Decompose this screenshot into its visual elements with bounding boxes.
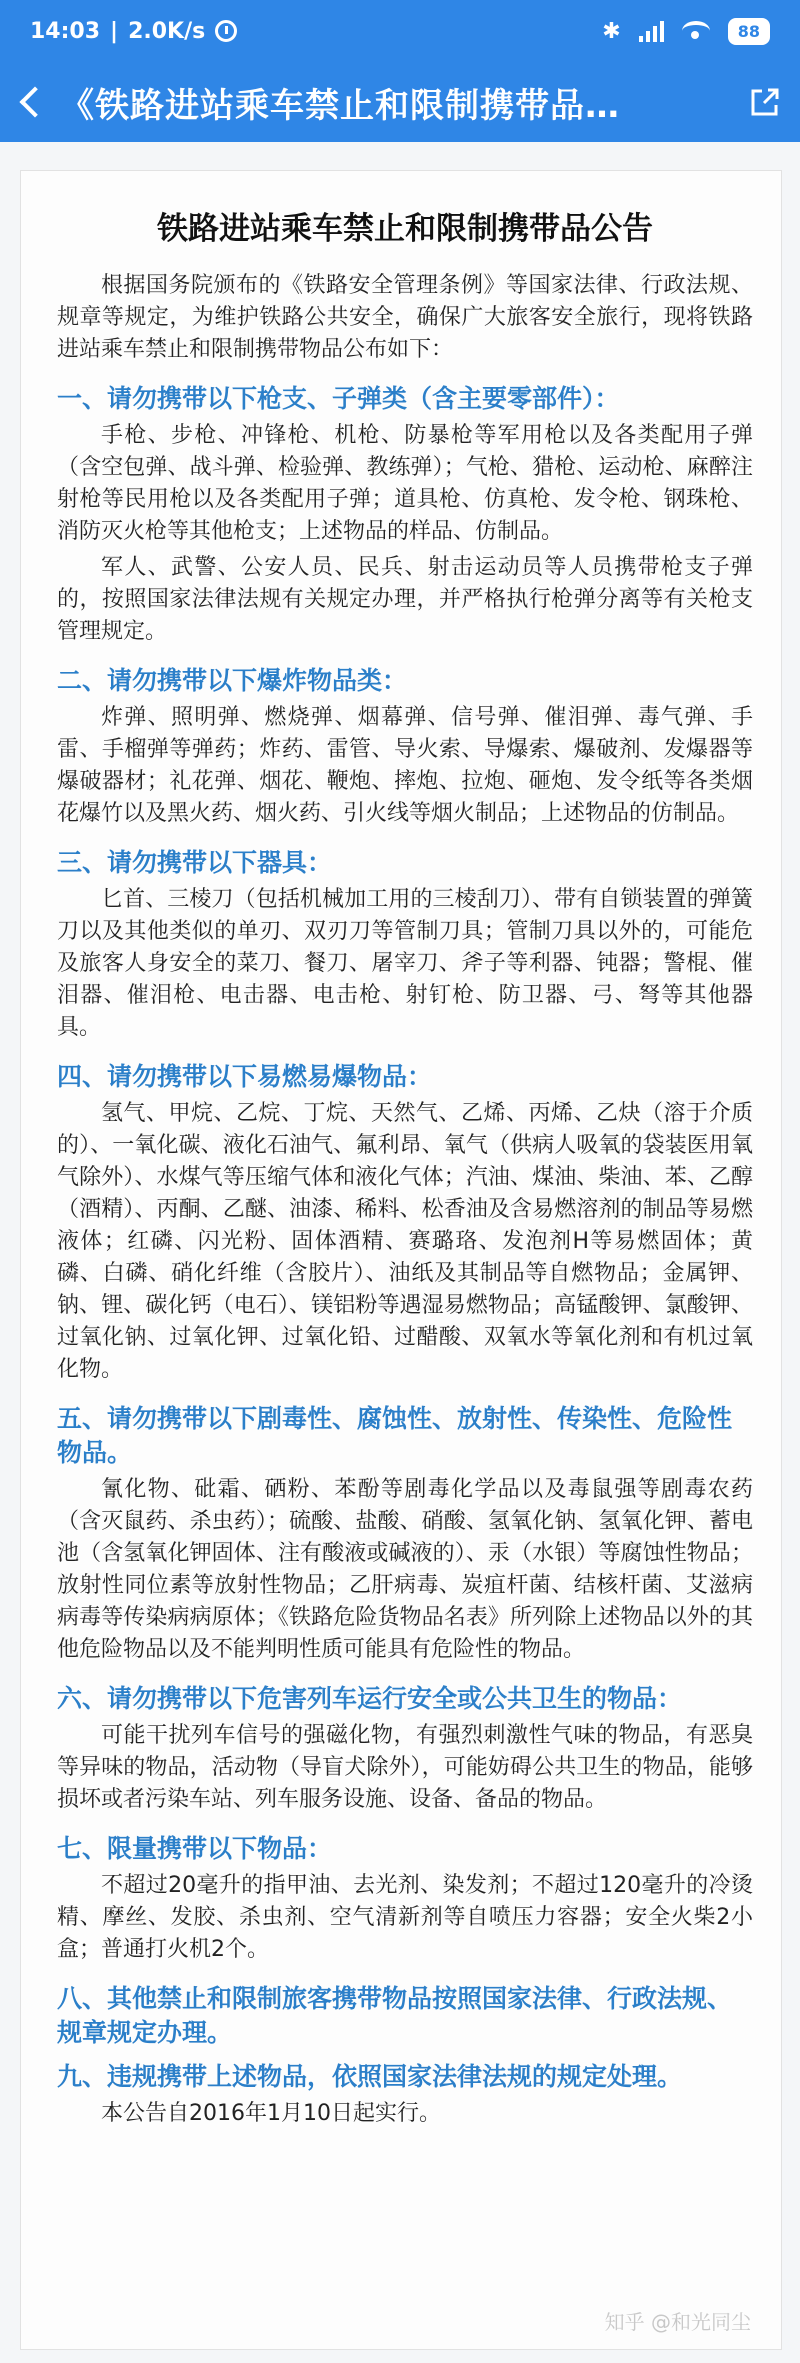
section-heading: 九、违规携带上述物品，依照国家法律法规的规定处理。 — [57, 2062, 683, 2091]
section-heading: 六、请勿携带以下危害列车运行安全或公共卫生的物品： — [57, 1684, 683, 1713]
wifi-icon — [682, 21, 710, 41]
alarm-icon — [215, 20, 237, 42]
section-heading: 七、限量携带以下物品： — [57, 1834, 333, 1863]
page-title: 《铁路进站乘车禁止和限制携带品… — [60, 85, 620, 126]
section-heading: 八、其他禁止和限制旅客携带物品按照国家法律、行政法规、规章规定办理。 — [57, 1984, 733, 2047]
effective-date-paragraph: 本公告自2016年1月10日起实行。 — [101, 2101, 441, 2126]
signal-icon — [639, 20, 664, 42]
section-heading: 五、请勿携带以下剧毒性、腐蚀性、放射性、传染性、危险性物品。 — [57, 1404, 733, 1467]
section-heading: 二、请勿携带以下爆炸物品类： — [57, 666, 408, 695]
watermark: 知乎 @和光同尘 — [604, 2310, 751, 2334]
section-paragraph: 不超过20毫升的指甲油、去光剂、染发剂；不超过120毫升的冷烫精、摩丝、发胶、杀虫剂、空气清新剂等自喷压力容器；安全火柴2小盒；普通打火机2个。 — [57, 1873, 753, 1962]
document-viewer[interactable] — [0, 142, 800, 2363]
section-paragraph: 炸弹、照明弹、燃烧弹、烟幕弹、信号弹、催泪弹、毒气弹、手雷、手榴弹等弹药；炸药、雷管、导火索、导爆索、爆破剂、发爆器等爆破器材；礼花弹、烟花、鞭炮、摔炮、拉炮、砸炮、发令纸等各类烟花爆竹以及黑火药、烟火药、引火线等烟火制品；上述物品的仿制品。 — [57, 705, 753, 826]
share-icon[interactable] — [730, 62, 800, 142]
status-left — [30, 19, 237, 44]
status-time: 14:03 — [30, 18, 101, 44]
section-heading: 一、请勿携带以下枪支、子弹类（含主要零部件）： — [57, 384, 620, 413]
section-paragraph: 氢气、甲烷、乙烷、丁烷、天然气、乙烯、丙烯、乙炔（溶于介质的）、一氧化碳、液化石油气、氟利昂、氧气（供病人吸氧的袋装医用氧气除外）、水煤气等压缩气体和液化气体；汽油、煤油、柴油、苯、乙醇（酒精）、丙酮、乙醚、油漆、稀料、松香油及含易燃溶剂的制品等易燃液体；红磷、闪光粉、固体酒精、赛璐珞、发泡剂H等易燃固体；黄磷、白磷、硝化纤维（含胶片）、油纸及其制品等自燃物品；金属钾、钠、锂、碳化钙（电石）、镁铝粉等遇湿易燃物品；高锰酸钾、氯酸钾、过氧化钠、过氧化钾、过氧化铅、过醋酸、双氧水等氧化剂和有机过氧化物。 — [57, 1101, 753, 1382]
nav-bar — [0, 62, 800, 142]
section-heading: 三、请勿携带以下器具： — [57, 848, 333, 877]
announcement-document — [20, 170, 782, 2350]
status-bar — [0, 0, 800, 62]
section-paragraph: 氰化物、砒霜、硒粉、苯酚等剧毒化学品以及毒鼠强等剧毒农药（含灭鼠药、杀虫药）；硫酸、盐酸、硝酸、氢氧化钠、氢氧化钾、蓄电池（含氢氧化钾固体、注有酸液或碱液的）、汞（水银）等腐蚀性物品；放射性同位素等放射性物品；乙肝病毒、炭疽杆菌、结核杆菌、艾滋病病毒等传染病病原体；《铁路危险货物品名表》所列除上述物品以外的其他危险物品以及不能判明性质可能具有危险性的物品。 — [57, 1477, 753, 1662]
section-paragraph: 手枪、步枪、冲锋枪、机枪、防暴枪等军用枪以及各类配用子弹（含空包弹、战斗弹、检验弹、教练弹）；气枪、猎枪、运动枪、麻醉注射枪等民用枪以及各类配用子弹；道具枪、仿真枪、发令枪、钢珠枪、消防灭火枪等其他枪支；上述物品的样品、仿制品。 — [57, 423, 753, 544]
status-right — [602, 18, 770, 45]
section-paragraph: 匕首、三棱刀（包括机械加工用的三棱刮刀）、带有自锁装置的弹簧刀以及其他类似的单刃、双刃刀等管制刀具；管制刀具以外的，可能危及旅客人身安全的菜刀、餐刀、屠宰刀、斧子等利器、钝器；警棍、催泪器、催泪枪、电击器、电击枪、射钉枪、防卫器、弓、弩等其他器具。 — [57, 887, 753, 1040]
status-speed: 2.0K/s — [128, 18, 206, 44]
status-divider: | — [110, 18, 119, 44]
bluetooth-icon: ✱ — [602, 18, 621, 44]
section-paragraph: 军人、武警、公安人员、民兵、射击运动员等人员携带枪支子弹的，按照国家法律法规有关规定办理，并严格执行枪弹分离等有关枪支管理规定。 — [57, 555, 753, 644]
document-title: 铁路进站乘车禁止和限制携带品公告 — [157, 211, 653, 247]
intro-paragraph: 根据国务院颁布的《铁路安全管理条例》等国家法律、行政法规、规章等规定，为维护铁路公共安全，确保广大旅客安全旅行，现将铁路进站乘车禁止和限制携带物品公布如下： — [57, 273, 753, 362]
section-paragraph: 可能干扰列车信号的强磁化物，有强烈刺激性气味的物品，有恶臭等异味的物品，活动物（导盲犬除外），可能妨碍公共卫生的物品，能够损坏或者污染车站、列车服务设施、设备、备品的物品。 — [57, 1723, 753, 1812]
battery-icon: 88 — [728, 18, 770, 45]
back-icon[interactable] — [0, 62, 60, 142]
section-heading: 四、请勿携带以下易燃易爆物品： — [57, 1062, 433, 1091]
